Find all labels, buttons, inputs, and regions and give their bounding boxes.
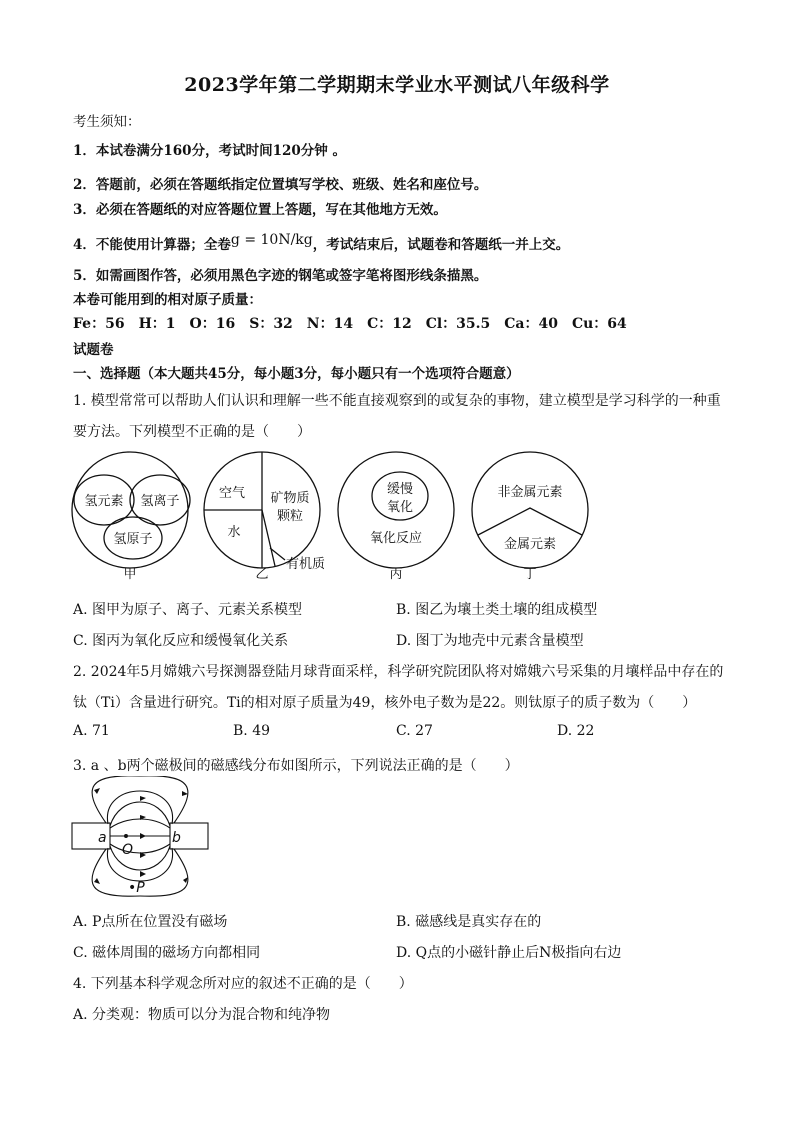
q2-stem-line1: 2. 2024年5月嫦娥六号探测器登陆月球背面采样，科学研究院团队将对嫦娥六号采集的月壤样品中存在的 [73, 664, 724, 680]
q3-option-b[interactable]: B. 磁感线是真实存在的 [396, 914, 542, 930]
bing-outer-label: 氧化反应 [369, 531, 423, 546]
ding-bottom-label: 金属元素 [503, 537, 557, 552]
q1-option-d[interactable]: D. 图丁为地壳中元素含量模型 [396, 633, 584, 649]
jia-label-c: 氢原子 [113, 532, 153, 547]
yi-caption: 乙 [255, 567, 269, 582]
q3-option-d[interactable]: D. Q点的小磁针静止后N极指向右边 [396, 945, 622, 961]
q2-option-c[interactable]: C. 27 [396, 723, 433, 739]
q2-option-d[interactable]: D. 22 [557, 723, 595, 739]
point-o-label: O [122, 842, 134, 858]
notice-item-2: 2．答题前，必须在答题纸指定位置填写学校、班级、姓名和座位号。 [73, 177, 488, 193]
notice-item-5: 5．如需画图作答，必须用黑色字迹的钢笔或签字笔将图形线条描黑。 [73, 268, 488, 284]
ding-top-label: 非金属元素 [497, 485, 563, 500]
yi-mineral-label-1: 矿物质 [270, 491, 310, 506]
magnet-a-label: a [98, 830, 107, 846]
q4-stem: 4. 下列基本科学观念所对应的叙述不正确的是（ ） [73, 976, 413, 992]
q3-option-a[interactable]: A. P点所在位置没有磁场 [73, 914, 228, 930]
jia-label-a: 氢元素 [84, 494, 124, 509]
yi-organic-label: 有机质 [286, 557, 326, 572]
q1-stem-line2: 要方法。下列模型不正确的是（ ） [73, 424, 311, 440]
section-1-heading: 一、选择题（本大题共45分，每小题3分，每小题只有一个选项符合题意） [73, 366, 520, 382]
gravity-formula: g = 10N/kg [230, 232, 313, 248]
q2-option-b[interactable]: B. 49 [233, 723, 271, 739]
q1-stem-line1: 1. 模型常常可以帮助人们认识和理解一些不能直接观察到的或复杂的事物，建立模型是学习科学的一种重 [73, 393, 721, 409]
notice-heading: 考生须知： [73, 114, 141, 130]
bing-inner-label-1: 缓慢 [386, 482, 414, 497]
q2-option-a[interactable]: A. 71 [73, 723, 110, 739]
q3-stem: 3. a 、b两个磁极间的磁感线分布如图所示，下列说法正确的是（ ） [73, 758, 519, 774]
paper-label: 试题卷 [73, 342, 114, 358]
jia-outer-circle [72, 452, 188, 568]
point-p-label: •P [128, 880, 145, 896]
yi-mineral-label-2: 颗粒 [276, 509, 304, 524]
atomic-mass-heading: 本卷可能用到的相对原子质量： [73, 292, 262, 308]
q1-option-a[interactable]: A. 图甲为原子、离子、元素关系模型 [73, 602, 303, 618]
notice-item-4-text: 4．不能使用计算器；全卷 [73, 237, 231, 253]
notice-item-3: 3．必须在答题纸的对应答题位置上答题，写在其他地方无效。 [73, 202, 447, 218]
atomic-mass-values: Fe：56 H：1 O：16 S：32 N：14 C：12 Cl：35.5 Ca：40 Cu：64 [73, 316, 627, 332]
q1-option-c[interactable]: C. 图丙为氧化反应和缓慢氧化关系 [73, 633, 289, 649]
bing-caption: 丙 [389, 567, 403, 582]
jia-caption: 甲 [123, 567, 137, 582]
page-title: 2023学年第二学期期末学业水平测试八年级科学 [184, 74, 610, 96]
q1-figures [60, 448, 600, 586]
q2-stem-line2: 钛（Ti）含量进行研究。Ti的相对原子质量为49，核外电子数为是22。则钛原子的质子数为（ ） [73, 695, 697, 711]
ding-caption: 丁 [523, 567, 537, 582]
q3-magnet-figure [70, 776, 220, 898]
jia-label-b: 氢离子 [140, 494, 180, 509]
yi-water-label: 水 [227, 525, 241, 540]
bing-inner-label-2: 氧化 [386, 500, 414, 515]
yi-air-label: 空气 [218, 486, 246, 501]
q1-option-b[interactable]: B. 图乙为壤土类土壤的组成模型 [396, 602, 598, 618]
magnet-b-label: b [172, 830, 181, 846]
notice-item-4-tail: ，考试结束后，试题卷和答题纸一并上交。 [312, 237, 570, 253]
q3-option-c[interactable]: C. 磁体周围的磁场方向都相同 [73, 945, 261, 961]
notice-item-4 [73, 233, 569, 253]
q4-option-a[interactable]: A. 分类观：物质可以分为混合物和纯净物 [73, 1007, 331, 1023]
notice-item-1: 1．本试卷满分160分，考试时间120分钟 。 [73, 143, 346, 159]
